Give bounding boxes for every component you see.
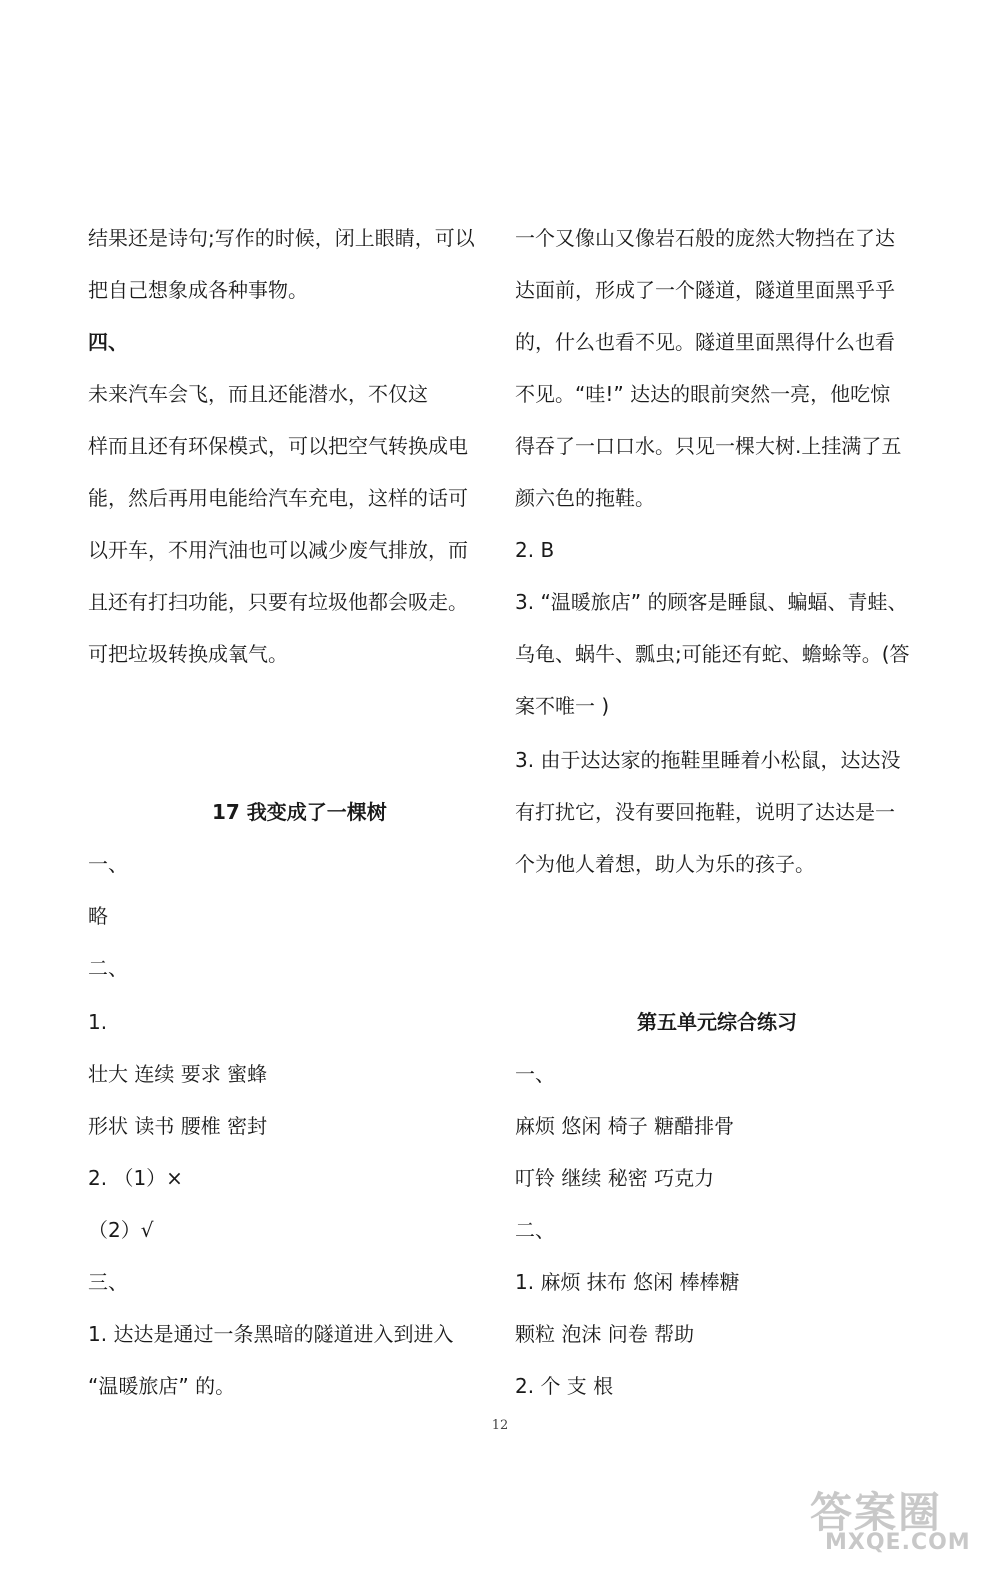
text-line: “温暖旅店” 的。	[88, 1374, 236, 1398]
text-line: 案不唯一 )	[515, 694, 610, 718]
unit-title: 第五单元综合练习	[637, 1010, 797, 1034]
watermark-logo-text: 答案圈	[810, 1488, 943, 1537]
text-line: 1.	[88, 1010, 108, 1034]
text-line: 壮大 连续 要求 蜜蜂	[88, 1062, 268, 1086]
text-line: 2. B	[515, 538, 555, 562]
text-line: 乌龟、蜗牛、瓢虫;可能还有蛇、蟾蜍等。(答	[515, 642, 910, 666]
text-line: 1. 达达是通过一条黑暗的隧道进入到进入	[88, 1322, 454, 1346]
section-heading: 三、	[88, 1270, 128, 1294]
section-heading: 二、	[88, 956, 128, 980]
text-line: 得吞了一口口水。只见一棵大树.上挂满了五	[515, 434, 902, 458]
text-line: （2）√	[88, 1218, 154, 1242]
text-line: 未来汽车会飞，而且还能潜水，不仅这	[88, 382, 428, 406]
text-line: 能，然后再用电能给汽车充电，这样的话可	[88, 486, 468, 510]
page-number: 12	[491, 1418, 509, 1433]
text-line: 形状 读书 腰椎 密封	[88, 1114, 268, 1138]
text-line: 个为他人着想，助人为乐的孩子。	[515, 852, 815, 876]
section-heading: 四、	[88, 330, 128, 354]
text-line: 3. 由于达达家的拖鞋里睡着小松鼠，达达没	[515, 748, 901, 772]
watermark-logo	[800, 1480, 990, 1560]
text-line: 2. （1）×	[88, 1166, 183, 1190]
text-line: 结果还是诗句;写作的时候，闭上眼睛，可以	[88, 226, 475, 250]
lesson-title: 17 我变成了一棵树	[212, 800, 387, 824]
text-line: 不见。“哇!” 达达的眼前突然一亮，他吃惊	[515, 382, 891, 406]
text-line: 叮铃 继续 秘密 巧克力	[515, 1166, 715, 1190]
text-line: 颗粒 泡沫 问卷 帮助	[515, 1322, 695, 1346]
text-line: 麻烦 悠闲 椅子 糖醋排骨	[515, 1114, 735, 1138]
text-line: 可把垃圾转换成氧气。	[88, 642, 288, 666]
text-line: 的，什么也看不见。隧道里面黑得什么也看	[515, 330, 895, 354]
text-line: 样而且还有环保模式，可以把空气转换成电	[88, 434, 468, 458]
section-heading: 一、	[515, 1062, 555, 1086]
watermark-site-text: MXQE.COM	[825, 1530, 971, 1555]
text-line: 1. 麻烦 抹布 悠闲 棒棒糖	[515, 1270, 740, 1294]
text-line: 以开车，不用汽油也可以减少废气排放，而	[88, 538, 468, 562]
text-line: 3. “温暖旅店” 的顾客是睡鼠、蝙蝠、青蛙、	[515, 590, 908, 614]
text-line: 把自己想象成各种事物。	[88, 278, 308, 302]
text-line: 2. 个 支 根	[515, 1374, 614, 1398]
text-line: 颜六色的拖鞋。	[515, 486, 655, 510]
text-line: 达面前，形成了一个隧道，隧道里面黑乎乎	[515, 278, 895, 302]
section-heading: 二、	[515, 1218, 555, 1242]
text-line: 且还有打扫功能，只要有垃圾他都会吸走。	[88, 590, 468, 614]
text-line: 略	[88, 904, 108, 928]
text-line: 一个又像山又像岩石般的庞然大物挡在了达	[515, 226, 895, 250]
text-line: 有打扰它，没有要回拖鞋，说明了达达是一	[515, 800, 895, 824]
section-heading: 一、	[88, 852, 128, 876]
